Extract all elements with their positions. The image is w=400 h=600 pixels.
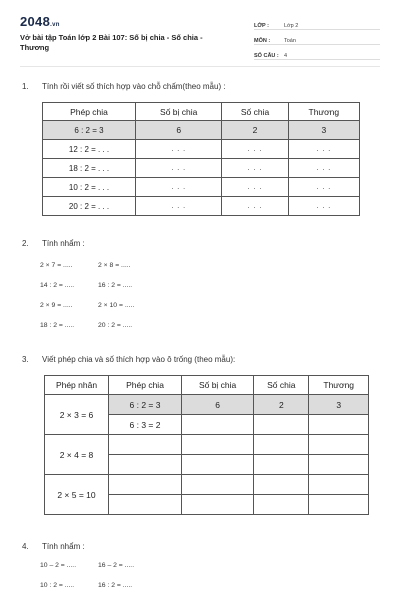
answer-cell[interactable]: . . . [288, 140, 359, 159]
meta-row-subject [254, 30, 380, 45]
exercise-line [40, 262, 156, 269]
exercise-line [40, 282, 156, 289]
answer-cell[interactable] [254, 475, 309, 495]
table-cell: 6 [136, 121, 222, 140]
exercise-item: 16 : 2 = ..... [98, 282, 133, 289]
answer-cell[interactable] [309, 455, 369, 475]
table-row [45, 475, 369, 495]
column-header: Thương [288, 103, 359, 121]
exercise-line [40, 562, 156, 569]
division-table [42, 102, 360, 216]
question-number: 4. [22, 542, 29, 551]
answer-cell[interactable] [309, 435, 369, 455]
question-4 [22, 542, 85, 551]
answer-cell[interactable]: . . . [136, 140, 222, 159]
answer-cell[interactable] [182, 415, 254, 435]
meta-info [254, 15, 380, 60]
table-row [43, 140, 360, 159]
exercise-item: 18 : 2 = ..... [40, 322, 75, 329]
table-row [45, 435, 369, 455]
meta-value: 4 [284, 53, 288, 59]
meta-value: Toán [284, 38, 296, 44]
answer-cell[interactable] [309, 415, 369, 435]
multiplication-cell: 2 × 3 = 6 [45, 395, 109, 435]
answer-cell[interactable] [309, 475, 369, 495]
column-header: Phép chia [109, 376, 182, 395]
answer-cell[interactable] [254, 435, 309, 455]
meta-row-count [254, 45, 380, 60]
exercise-line [40, 302, 156, 309]
question-1 [22, 82, 226, 91]
answer-cell[interactable] [254, 495, 309, 515]
multiplication-cell: 2 × 5 = 10 [45, 475, 109, 515]
column-header: Phép nhân [45, 376, 109, 395]
column-header: Phép chia [43, 103, 136, 121]
question-2 [22, 239, 85, 248]
column-header: Số chia [222, 103, 288, 121]
multiplication-division-table [44, 375, 369, 515]
answer-cell[interactable] [182, 475, 254, 495]
exercise-item: 20 : 2 = ..... [98, 322, 133, 329]
table-cell: 20 : 2 = . . . [43, 197, 136, 216]
meta-key: SỐ CÂU : [254, 53, 279, 59]
page-title: Vở bài tập Toán lớp 2 Bài 107: Số bị chia - Số chia - Thương [20, 33, 203, 52]
answer-cell[interactable]: . . . [222, 197, 288, 216]
meta-key: LỚP : [254, 23, 269, 29]
column-header: Số bị chia [182, 376, 254, 395]
table-cell: 2 [254, 395, 309, 415]
exercise-item: 14 : 2 = ..... [40, 282, 75, 289]
question-text: Tính rồi viết số thích hợp vào chỗ chấm(theo mẫu) : [42, 82, 226, 91]
question-number: 3. [22, 355, 29, 364]
question-number: 2. [22, 239, 29, 248]
table-cell: 6 : 2 = 3 [43, 121, 136, 140]
answer-cell[interactable]: . . . [288, 159, 359, 178]
table-row [43, 197, 360, 216]
table-cell: 12 : 2 = . . . [43, 140, 136, 159]
table-cell: 6 [182, 395, 254, 415]
answer-cell[interactable] [254, 415, 309, 435]
answer-cell[interactable]: . . . [222, 159, 288, 178]
header-divider [20, 66, 380, 67]
exercise-line [40, 322, 156, 329]
column-header: Số chia [254, 376, 309, 395]
exercise-item: 16 : 2 = ..... [98, 582, 133, 589]
meta-value: Lớp 2 [284, 23, 299, 29]
table-row-example [45, 395, 369, 415]
table-cell: 10 : 2 = . . . [43, 178, 136, 197]
answer-cell[interactable] [182, 435, 254, 455]
question-text: Viết phép chia và số thích hợp vào ô trống (theo mẫu): [42, 355, 236, 364]
answer-cell[interactable]: . . . [136, 159, 222, 178]
meta-row-class [254, 15, 380, 30]
question-text: Tính nhẩm : [42, 542, 85, 551]
meta-key: MÔN : [254, 38, 271, 44]
answer-cell[interactable]: . . . [288, 197, 359, 216]
answer-cell[interactable]: . . . [222, 178, 288, 197]
logo-main-text: 2048 [20, 14, 51, 29]
table-row [43, 178, 360, 197]
exercise-item: 2 × 9 = ..... [40, 302, 73, 309]
answer-cell[interactable] [309, 495, 369, 515]
answer-cell[interactable] [182, 455, 254, 475]
answer-cell[interactable]: . . . [136, 197, 222, 216]
multiplication-cell: 2 × 4 = 8 [45, 435, 109, 475]
logo-suffix-text: .vn [50, 22, 60, 28]
exercise-item: 10 : 2 = ..... [40, 582, 75, 589]
column-header: Thương [309, 376, 369, 395]
table-row-example [43, 121, 360, 140]
question-number: 1. [22, 82, 29, 91]
question-3 [22, 355, 235, 364]
table-cell: 6 : 2 = 3 [109, 395, 182, 415]
table-cell: 18 : 2 = . . . [43, 159, 136, 178]
exercise-item: 2 × 8 = ..... [98, 262, 131, 269]
table-row [43, 159, 360, 178]
column-header: Số bị chia [136, 103, 222, 121]
answer-cell[interactable]: . . . [288, 178, 359, 197]
exercise-item: 2 × 7 = ..... [40, 262, 73, 269]
table-cell: 3 [309, 395, 369, 415]
answer-cell[interactable] [109, 495, 182, 515]
question-text: Tính nhẩm : [42, 239, 85, 248]
table-header-row [45, 376, 369, 395]
table-cell: 6 : 3 = 2 [109, 415, 182, 435]
table-cell: 3 [288, 121, 359, 140]
exercise-item: 2 × 10 = ..... [98, 302, 135, 309]
table-cell: 2 [222, 121, 288, 140]
answer-cell[interactable]: . . . [136, 178, 222, 197]
site-logo[interactable] [20, 14, 60, 29]
table-header-row [43, 103, 360, 121]
answer-cell[interactable] [254, 455, 309, 475]
answer-cell[interactable] [109, 435, 182, 455]
answer-cell[interactable] [182, 495, 254, 515]
exercise-item: 16 – 2 = ..... [98, 562, 135, 569]
exercise-line [40, 582, 156, 589]
answer-cell[interactable] [109, 455, 182, 475]
answer-cell[interactable] [109, 475, 182, 495]
exercise-item: 10 – 2 = ..... [40, 562, 77, 569]
answer-cell[interactable]: . . . [222, 140, 288, 159]
